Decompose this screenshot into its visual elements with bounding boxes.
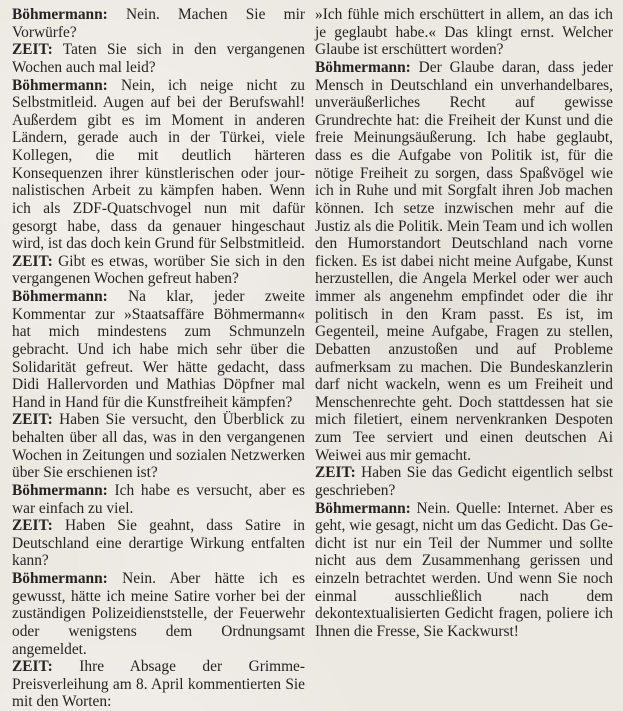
paragraph-text: Nein. Quelle: Internet. Aber es geht, wie gesagt, nicht um das Gedicht. Das Gedicht ist nur ein Teil der Nummer und sollte nicht aus dem Zusammenhang gerissen und einzeln betrachtet werden. Und wenn Sie noch einmal ausschließlich nach dem dekontextualisierten Gedicht fragen, poliere ich Ihnen die Fresse, Sie Kackwurst!	[315, 499, 613, 640]
speaker-label: Böhmermann:	[12, 570, 108, 587]
speaker-label: Böhmermann:	[12, 288, 108, 305]
speaker-label: ZEIT:	[12, 658, 53, 676]
speaker-label: ZEIT:	[12, 252, 53, 270]
right-column	[315, 6, 613, 641]
paragraph	[12, 253, 305, 288]
paragraph-text: »Ich fühle mich erschüttert in allem, an das ich je geglaubt habe.« Das klingt ernst. Welcher Glaube ist erschüttert worden?	[315, 6, 613, 59]
paragraph	[12, 77, 305, 253]
paragraph	[315, 59, 613, 464]
speaker-label: Böhmermann:	[12, 6, 108, 23]
paragraph-text: Ihre Absage der Grimme-Preisverleihung am 8. April kommentierten Sie mit den Worten:	[12, 658, 305, 711]
paragraph-text: Nein. Machen Sie mir Vorwürfe?	[12, 6, 305, 41]
paragraph-text: Der Glaube daran, dass jeder Mensch in Deutschland ein unverhandelbares, unveräußerliches Recht auf gewisse Grundrechte hat: die Freiheit der Kunst und die freie Meinungsäußerung. Ich habe geglaubt, dass es die Aufgabe von Politik ist, für die nötige Freiheit zu sorgen, dass Spaßvögel wie ich in Ruhe und mit Sorgfalt ihren Job machen können. Ich setze inzwischen mehr auf die Justiz als die Politik. Mein Team und ich wollen den Humorstandort Deutschland nach vorne ficken. Es ist dabei nicht meine Aufgabe, Kunst herzustellen, die Angela Merkel oder wer auch immer als angenehm empfindet oder die ihr politisch in den Kram passt. Es ist, im Gegenteil, meine Aufgabe, Fragen zu stellen, Debatten anzustoßen und auf Probleme aufmerksam zu machen. Die Bundeskanzlerin darf nicht wackeln, wenn es um Freiheit und Menschenrechte geht. Doch stattdessen hat sie mich filetiert, einem nervenkranken Despoten zum Tee serviert und einen deutschen Ai Weiwei aus mir gemacht.	[315, 58, 613, 464]
paragraph	[12, 482, 305, 517]
speaker-label: ZEIT:	[315, 464, 356, 482]
paragraph-text: Na klar, jeder zweite Kommentar zur »Staatsaffäre Böhmermann« hat mich mindestens zum Schmunzeln gebracht. Und ich habe mich sehr über die Solidarität gefreut. Wer hätte gedacht, dass Didi Hallervorden und Mathias Döpfner mal Hand in Hand für die Kunstfreiheit kämpfen?	[12, 288, 305, 411]
speaker-label: ZEIT:	[12, 517, 53, 535]
paragraph	[12, 6, 305, 41]
paragraph	[12, 517, 305, 570]
paragraph	[12, 288, 305, 411]
paragraph-text: Nein. Aber hätte ich es gewusst, hätte ich meine Satire vorher bei der zuständigen Polizeidienststelle, der Feuerwehr oder wenigstens dem Ordnungsamt angemeldet.	[12, 570, 305, 658]
left-column	[12, 6, 305, 711]
paragraph-text: Taten Sie sich in den vergangenen Wochen auch mal leid?	[12, 41, 305, 76]
paragraph	[12, 41, 305, 76]
paragraph	[315, 464, 613, 499]
paragraph-text: Haben Sie versucht, den Überblick zu behalten über all das, was in den vergangenen Wochen in Zeitungen und sozialen Netzwerken über Sie erschienen ist?	[12, 411, 305, 482]
paragraph-text: Haben Sie geahnt, dass Satire in Deutschland eine derartige Wirkung entfalten kann?	[12, 517, 305, 570]
speaker-label: ZEIT:	[12, 41, 53, 59]
speaker-label: ZEIT:	[12, 411, 53, 429]
paragraph	[12, 658, 305, 711]
paragraph	[315, 500, 613, 641]
speaker-label: Böhmermann:	[315, 499, 411, 517]
paragraph-text: Ich habe es versucht, aber es war einfach zu viel.	[12, 481, 305, 517]
paragraph-text: Gibt es etwas, worüber Sie sich in den vergangenen Wochen gefreut haben?	[12, 252, 305, 288]
paragraph	[12, 411, 305, 482]
paragraph-text: Haben Sie das Gedicht eigentlich selbst geschrieben?	[315, 464, 613, 499]
paragraph-text: Nein, ich neige nicht zu Selbstmitleid. Augen auf bei der Berufswahl! Außerdem gibt es im Moment in anderen Ländern, gerade auch in der Türkei, viele Kollegen, die mit deutlich härteren Konsequenzen ihrer künstlerischen oder journalistischen Arbeit zu kämpfen haben. Wenn ich als ZDF-Quatschvogel nun mit dafür gesorgt habe, dass da genauer hingeschaut wird, ist das doch kein Grund für Selbstmitleid.	[12, 76, 305, 253]
speaker-label: Böhmermann:	[315, 58, 411, 76]
paragraph	[12, 570, 305, 658]
speaker-label: Böhmermann:	[12, 481, 108, 499]
paragraph	[315, 6, 613, 59]
speaker-label: Böhmermann:	[12, 76, 108, 94]
